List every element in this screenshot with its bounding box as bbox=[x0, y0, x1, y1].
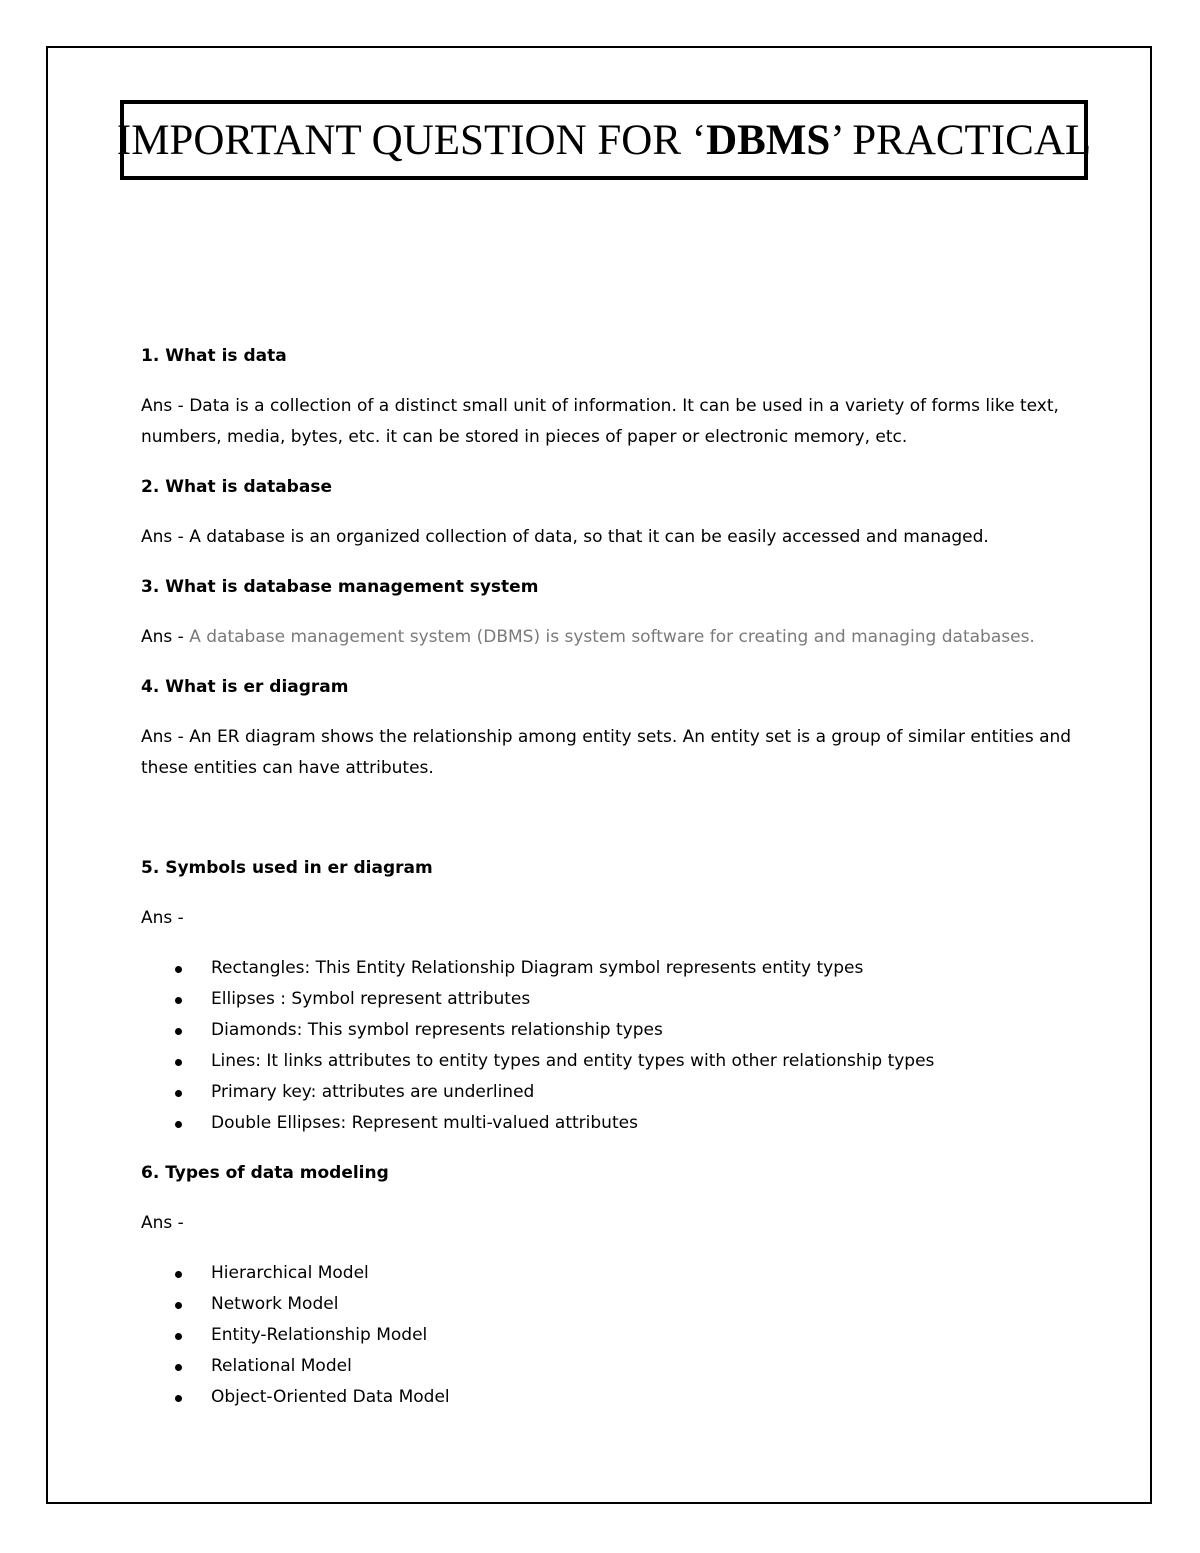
symbols-list bbox=[141, 953, 1081, 1139]
title-box bbox=[116, 100, 1092, 180]
list-item-text: Entity-Relationship Model bbox=[211, 1325, 428, 1345]
list-item-text: Hierarchical Model bbox=[211, 1263, 369, 1283]
list-item bbox=[141, 1382, 1081, 1413]
answer-2: Ans - A database is an organized collection of data, so that it can be easily accessed and managed. bbox=[141, 527, 989, 547]
answer-3-text: A database management system (DBMS) is system software for creating and managing databases. bbox=[189, 627, 1035, 647]
question-2: 2. What is database bbox=[141, 477, 332, 497]
bullet-icon bbox=[175, 1090, 182, 1097]
list-item bbox=[141, 1351, 1081, 1382]
answer-6: Ans - bbox=[141, 1213, 184, 1233]
title-bold-dbms: DBMS bbox=[706, 116, 831, 164]
list-item-text: Relational Model bbox=[211, 1356, 352, 1376]
list-item-text: Lines: It links attributes to entity types and entity types with other relationship types bbox=[211, 1051, 935, 1071]
answer-3-prefix: Ans - bbox=[141, 627, 190, 647]
bullet-icon bbox=[175, 1028, 182, 1035]
list-item bbox=[141, 1046, 1081, 1077]
list-item bbox=[141, 1108, 1081, 1139]
answer-4: Ans - An ER diagram shows the relationship among entity sets. An entity set is a group of similar entities and these entities can have attributes. bbox=[141, 727, 1072, 778]
list-item bbox=[141, 1320, 1081, 1351]
bullet-icon bbox=[175, 1059, 182, 1066]
list-item-text: Rectangles: This Entity Relationship Diagram symbol represents entity types bbox=[211, 958, 864, 978]
models-list bbox=[141, 1258, 1081, 1413]
list-item bbox=[141, 1077, 1081, 1108]
answer-5: Ans - bbox=[141, 908, 184, 928]
bullet-icon bbox=[175, 1395, 182, 1402]
list-item-text: Ellipses : Symbol represent attributes bbox=[211, 989, 531, 1009]
bullet-icon bbox=[175, 997, 182, 1004]
list-item bbox=[141, 1015, 1081, 1046]
bullet-icon bbox=[175, 1333, 182, 1340]
list-item bbox=[141, 1289, 1081, 1320]
title-suffix: ’ PRACTICAL bbox=[830, 116, 1092, 164]
question-1: 1. What is data bbox=[141, 346, 287, 366]
question-4: 4. What is er diagram bbox=[141, 677, 349, 697]
question-list bbox=[141, 341, 1081, 1432]
list-item-text: Primary key: attributes are underlined bbox=[211, 1082, 535, 1102]
bullet-icon bbox=[175, 1302, 182, 1309]
list-item bbox=[141, 984, 1081, 1015]
question-3: 3. What is database management system bbox=[141, 577, 539, 597]
question-6: 6. Types of data modeling bbox=[141, 1163, 389, 1183]
list-item-text: Double Ellipses: Represent multi-valued attributes bbox=[211, 1113, 638, 1133]
list-item-text: Object-Oriented Data Model bbox=[211, 1387, 450, 1407]
bullet-icon bbox=[175, 1364, 182, 1371]
list-item bbox=[141, 953, 1081, 984]
list-item-text: Network Model bbox=[211, 1294, 339, 1314]
list-item bbox=[141, 1258, 1081, 1289]
question-5: 5. Symbols used in er diagram bbox=[141, 858, 433, 878]
spacer bbox=[141, 803, 1081, 853]
bullet-icon bbox=[175, 1121, 182, 1128]
answer-1: Ans - Data is a collection of a distinct small unit of information. It can be used in a variety of forms like text, numbers, media, bytes, etc. it can be stored in pieces of paper or electronic memory, etc. bbox=[141, 396, 1059, 447]
bullet-icon bbox=[175, 966, 182, 973]
page-title bbox=[117, 116, 1091, 165]
answer-3 bbox=[141, 622, 1081, 653]
title-prefix: IMPORTANT QUESTION FOR ‘ bbox=[116, 116, 707, 164]
list-item-text: Diamonds: This symbol represents relationship types bbox=[211, 1020, 663, 1040]
bullet-icon bbox=[175, 1271, 182, 1278]
